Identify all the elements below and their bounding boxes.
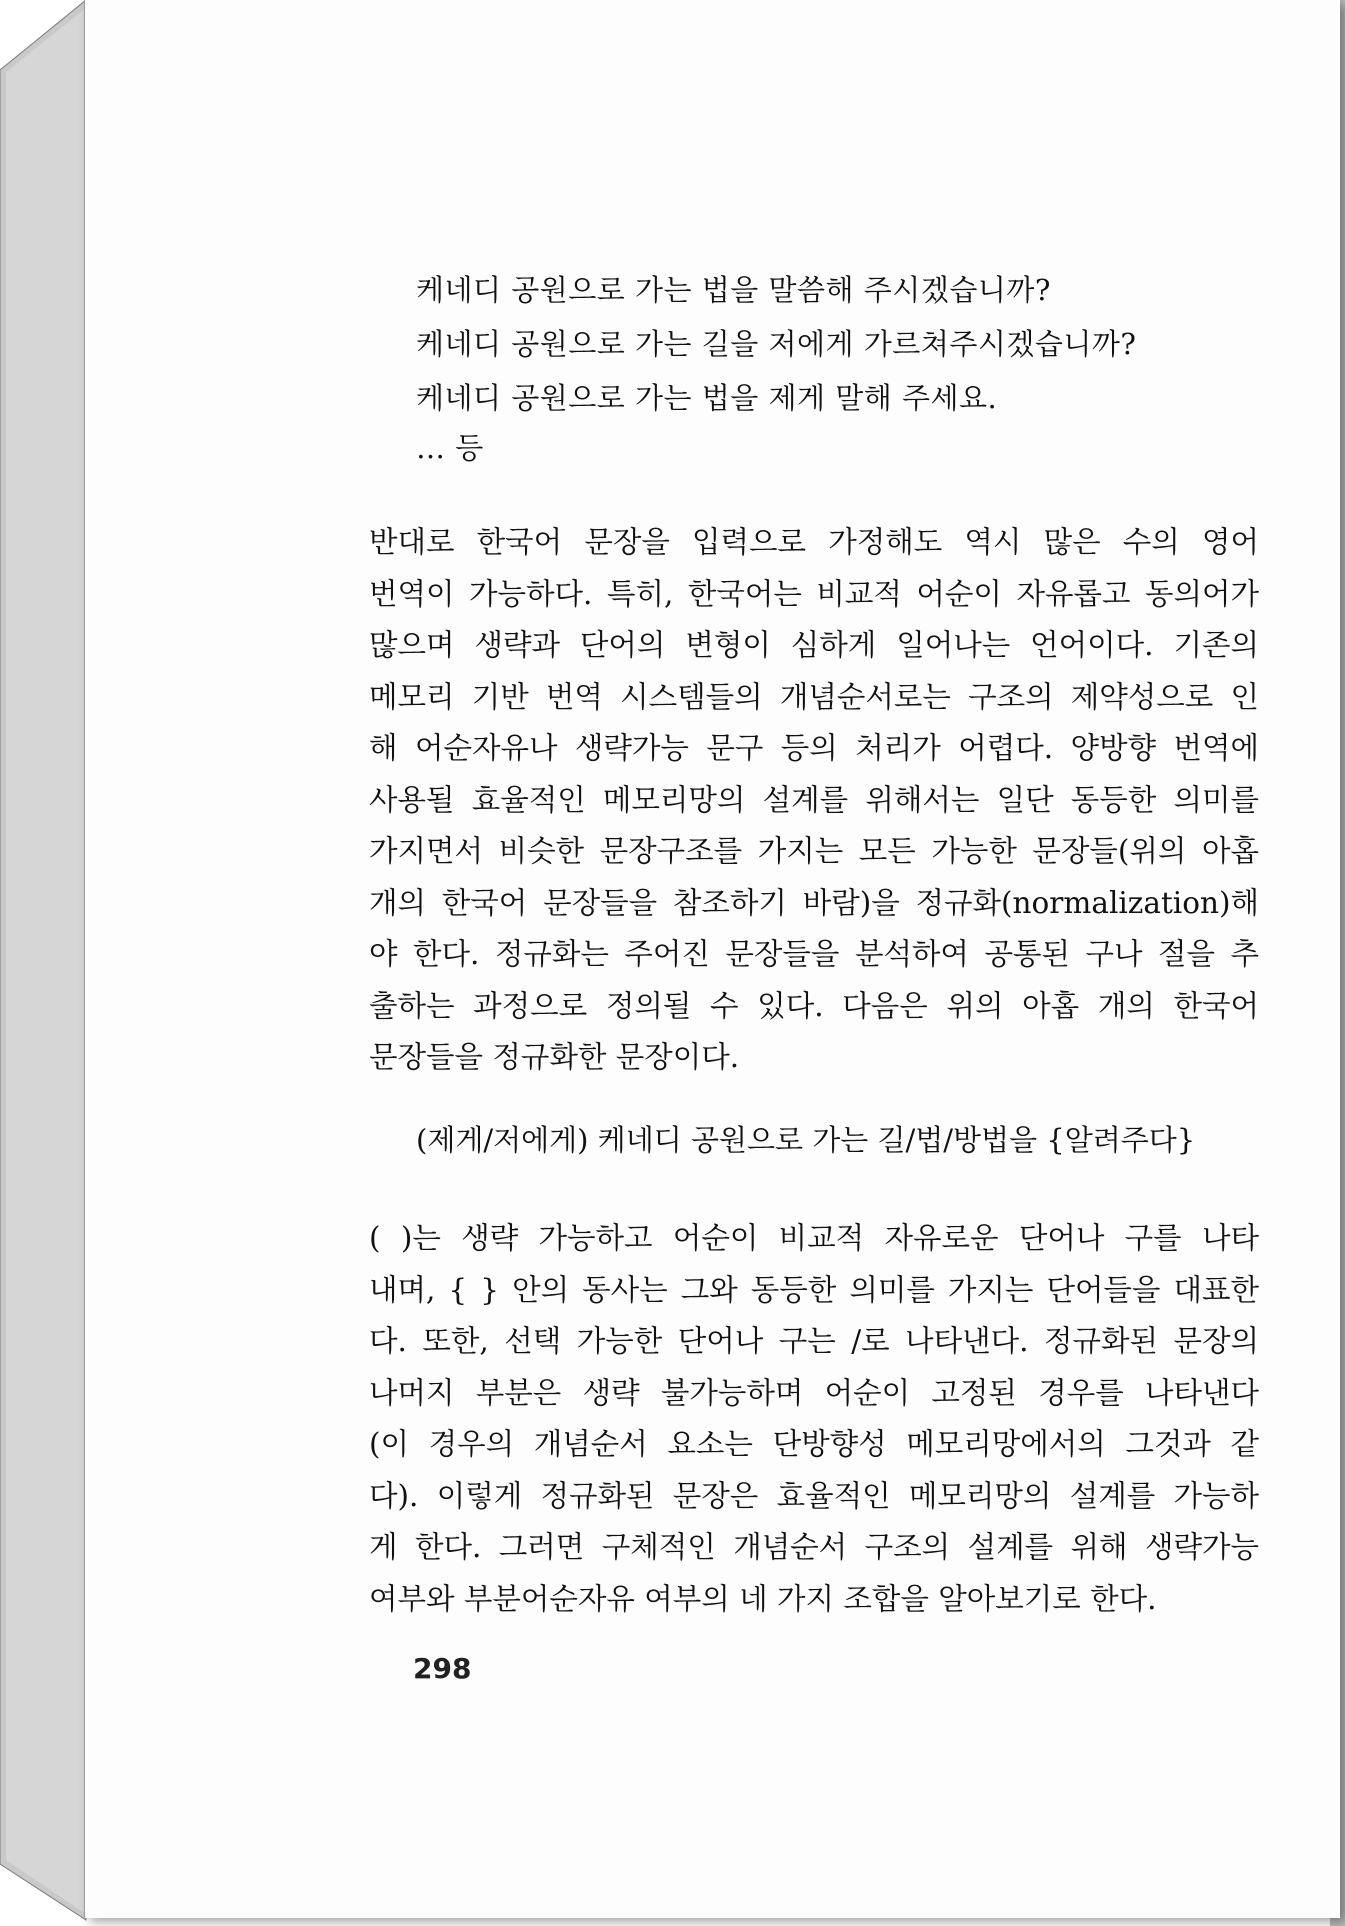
example-sentence: 케네디 공원으로 가는 법을 제게 말해 주세요.	[416, 381, 998, 415]
paragraph-line: 많으며 생략과 단어의 변형이 심하게 일어나는 언어이다. 기존의	[369, 628, 1259, 662]
paragraph-line: 다. 또한, 선택 가능한 단어나 구는 /로 나타낸다. 정규화된 문장의	[369, 1324, 1259, 1358]
paragraph-line: 나머지 부분은 생략 불가능하며 어순이 고정된 경우를 나타낸다	[369, 1375, 1259, 1410]
paragraph-line: 반대로 한국어 문장을 입력으로 가정해도 역시 많은 수의 영어	[369, 525, 1259, 559]
example-ellipsis: … 등	[416, 431, 484, 465]
paragraph-line: 사용될 효율적인 메모리망의 설계를 위해서는 일단 동등한 의미를	[369, 782, 1259, 817]
paragraph-line: 게 한다. 그러면 구체적인 개념순서 구조의 설계를 위해 생략가능	[369, 1530, 1259, 1564]
page-number: 298	[413, 1652, 472, 1685]
paragraph-line: 가지면서 비슷한 문장구조를 가지는 모든 가능한 문장들(위의 아홉	[369, 834, 1259, 868]
paragraph-line: 야 한다. 정규화는 주어진 문장들을 분석하여 공통된 구나 절을 추	[369, 937, 1259, 971]
paragraph-line: ( )는 생략 가능하고 어순이 비교적 자유로운 단어나 구를 나타	[369, 1221, 1259, 1255]
paragraph-line: 개의 한국어 문장들을 참조하기 바람)을 정규화(normalization)해	[369, 885, 1259, 920]
paragraph-line: 다). 이렇게 정규화된 문장은 효율적인 메모리망의 설계를 가능하	[369, 1478, 1259, 1513]
paragraph-line: 문장들을 정규화한 문장이다.	[369, 1040, 740, 1074]
paragraph-notation	[369, 1213, 1259, 1625]
paragraph-line: 여부와 부분어순자유 여부의 네 가지 조합을 알아보기로 한다.	[369, 1581, 1157, 1616]
example-sentence: 케네디 공원으로 가는 길을 저에게 가르쳐주시겠습니까?	[416, 327, 1137, 361]
paragraph-line: 번역이 가능하다. 특히, 한국어는 비교적 어순이 자유롭고 동의어가	[369, 576, 1259, 611]
normalized-sentence: (제게/저에게) 케네디 공원으로 가는 길/법/방법을 {알려주다}	[416, 1123, 1196, 1157]
book-page	[84, 0, 1340, 1918]
paragraph-normalization	[369, 517, 1259, 1084]
paragraph-line: 메모리 기반 번역 시스템들의 개념순서로는 구조의 제약성으로 인	[369, 679, 1259, 714]
example-sentence: 케네디 공원으로 가는 법을 말씀해 주시겠습니까?	[416, 273, 1051, 307]
paragraph-line: 출하는 과정으로 정의될 수 있다. 다음은 위의 아홉 개의 한국어	[369, 988, 1259, 1023]
paragraph-line: (이 경우의 개념순서 요소는 단방향성 메모리망에서의 그것과 같	[369, 1427, 1259, 1461]
paragraph-line: 해 어순자유나 생략가능 문구 등의 처리가 어렵다. 양방향 번역에	[369, 731, 1259, 765]
paragraph-line: 내며, { } 안의 동사는 그와 동등한 의미를 가지는 단어들을 대표한	[369, 1272, 1259, 1307]
